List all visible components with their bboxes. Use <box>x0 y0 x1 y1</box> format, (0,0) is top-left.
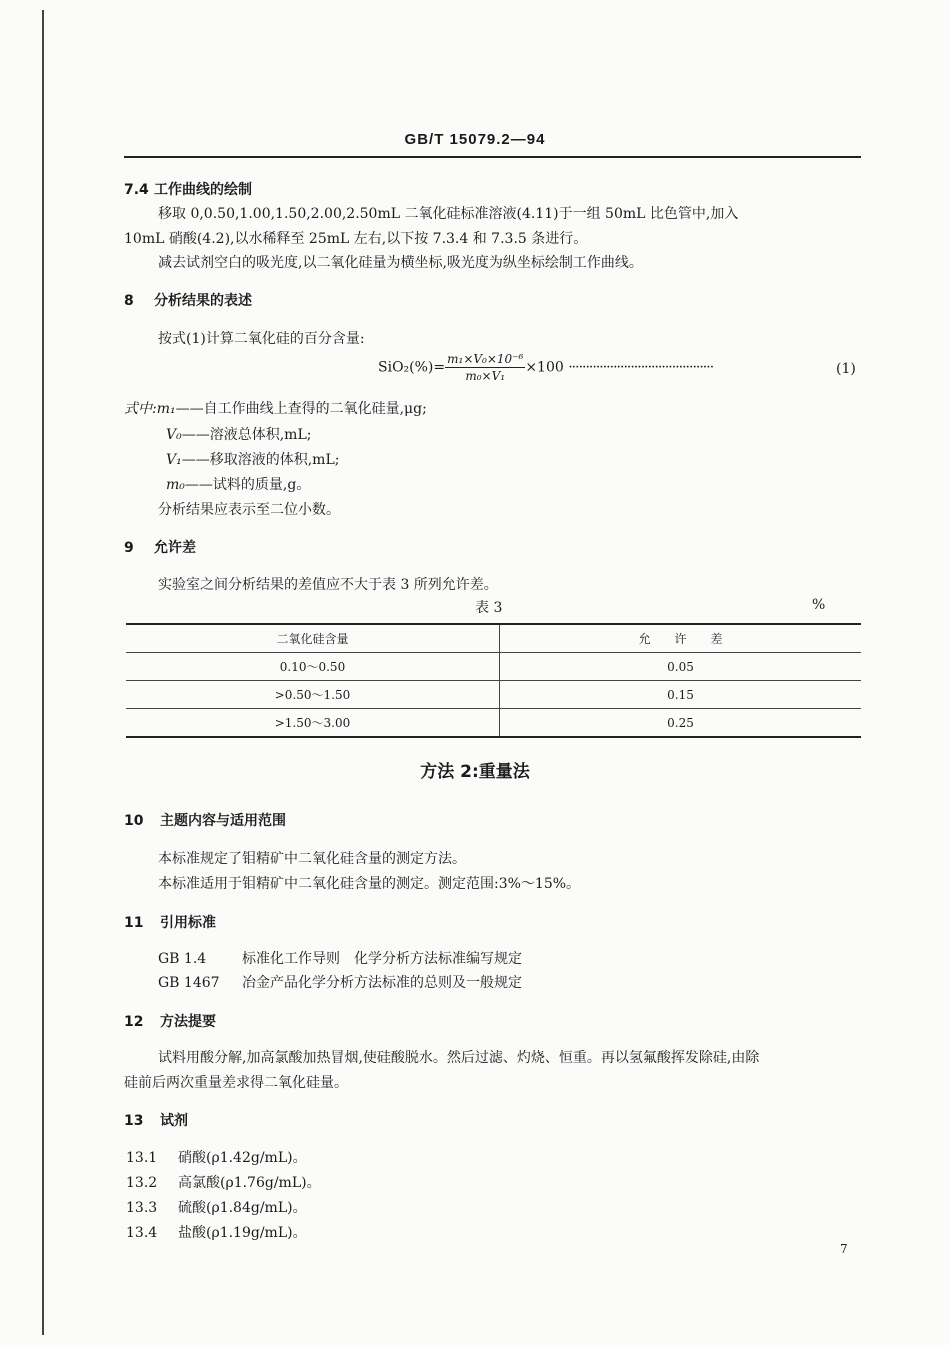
table-cell: 0.10～0.50 <box>126 653 500 681</box>
reagent-number: 13.3 <box>126 1200 158 1216</box>
section-title: 方法提要 <box>160 1014 216 1030</box>
paragraph: 本标准适用于钼精矿中二氧化硅含量的测定。测定范围:3%～15%。 <box>158 876 581 892</box>
table-title: 表 3 <box>475 600 503 616</box>
section-number: 9 <box>124 540 134 556</box>
section-12-heading <box>124 1011 216 1031</box>
where-item <box>166 424 311 444</box>
formula-rhs: ×100 <box>525 359 564 376</box>
table-cell: 0.05 <box>500 653 862 681</box>
where-symbol: 式中:m₁—— <box>124 401 204 417</box>
reagent-number: 13.2 <box>126 1175 158 1191</box>
table-cell: >1.50～3.00 <box>126 709 500 738</box>
reagent-number: 13.1 <box>126 1150 158 1166</box>
table-header-cell: 允 许 差 <box>500 624 862 653</box>
section-title: 允许差 <box>154 540 196 556</box>
section-7-4-heading <box>124 179 252 199</box>
section-title: 试剂 <box>160 1113 188 1129</box>
where-symbol: V₁—— <box>166 452 210 468</box>
formula-lhs: SiO₂(%)= <box>378 359 446 376</box>
reagent-text: 盐酸(ρ1.19g/mL)。 <box>178 1225 307 1241</box>
section-10-heading <box>124 810 286 830</box>
formula-denominator: m₀×V₁ <box>465 369 506 383</box>
section-13-heading <box>124 1110 188 1130</box>
section-title: 分析结果的表述 <box>154 293 252 309</box>
where-text: 试料的质量,g。 <box>212 477 311 493</box>
table-row <box>126 681 861 709</box>
reference-code: GB 1.4 <box>158 951 207 967</box>
reagent-text: 硫酸(ρ1.84g/mL)。 <box>178 1200 307 1216</box>
header-rule <box>124 156 861 158</box>
table-cell: 0.25 <box>500 709 862 738</box>
page-number: 7 <box>840 1242 848 1256</box>
method-2-title: 方法 2:重量法 <box>420 762 530 782</box>
paragraph: 减去试剂空白的吸光度,以二氧化硅量为横坐标,吸光度为纵坐标绘制工作曲线。 <box>158 255 643 271</box>
section-number: 8 <box>124 293 134 309</box>
paragraph: 硅前后两次重量差求得二氧化硅量。 <box>124 1075 348 1091</box>
where-item <box>124 398 427 418</box>
section-number: 11 <box>124 915 144 931</box>
section-title: 工作曲线的绘制 <box>154 182 252 198</box>
formula-fraction <box>445 352 525 383</box>
section-9-heading <box>124 537 196 557</box>
reagent-item <box>126 1147 307 1167</box>
table-header-cell: 二氧化硅含量 <box>126 624 500 653</box>
where-text: 自工作曲线上查得的二氧化硅量,μg; <box>203 401 427 417</box>
standard-header: GB/T 15079.2—94 <box>404 131 546 148</box>
table-cell: >0.50～1.50 <box>126 681 500 709</box>
reagent-item <box>126 1197 307 1217</box>
section-title: 主题内容与适用范围 <box>160 813 286 829</box>
section-number: 7.4 <box>124 182 149 198</box>
formula-numerator: m₁×V₀×10⁻⁶ <box>447 352 524 366</box>
paragraph: 本标准规定了钼精矿中二氧化硅含量的测定方法。 <box>158 851 466 867</box>
section-title: 引用标准 <box>160 915 216 931</box>
table-row <box>126 653 861 681</box>
formula-1 <box>378 352 713 383</box>
reagent-text: 硝酸(ρ1.42g/mL)。 <box>178 1150 307 1166</box>
paragraph: 按式(1)计算二氧化硅的百分含量: <box>158 331 365 347</box>
where-item <box>166 474 310 494</box>
section-number: 13 <box>124 1113 144 1129</box>
formula-label: (1) <box>836 361 856 377</box>
reagent-item <box>126 1172 321 1192</box>
where-symbol: m₀—— <box>166 477 213 493</box>
paragraph: 试料用酸分解,加高氯酸加热冒烟,使硅酸脱水。然后过滤、灼烧、恒重。再以氢氟酸挥发除硅,由除 <box>158 1050 760 1066</box>
reference-title: 标准化工作导则 化学分析方法标准编写规定 <box>242 951 522 967</box>
paragraph: 移取 0,0.50,1.00,1.50,2.00,2.50mL 二氧化硅标准溶液(4.11)于一组 50mL 比色管中,加入 <box>158 206 739 222</box>
table-cell: 0.15 <box>500 681 862 709</box>
reagent-item <box>126 1222 307 1242</box>
paragraph: 分析结果应表示至二位小数。 <box>158 502 340 518</box>
section-number: 10 <box>124 813 144 829</box>
table-row <box>126 709 861 738</box>
page-left-border <box>42 10 44 1335</box>
where-text: 溶液总体积,mL; <box>209 427 312 443</box>
reference-title: 冶金产品化学分析方法标准的总则及一般规定 <box>242 975 522 991</box>
where-item <box>166 449 339 469</box>
paragraph: 实验室之间分析结果的差值应不大于表 3 所列允许差。 <box>158 577 498 593</box>
paragraph: 10mL 硝酸(4.2),以水稀释至 25mL 左右,以下按 7.3.4 和 7.3.5 条进行。 <box>124 231 588 247</box>
formula-leader-dots: ·········································· <box>568 359 714 376</box>
section-11-heading <box>124 912 216 932</box>
where-text: 移取溶液的体积,mL; <box>209 452 340 468</box>
reference-item <box>158 948 522 968</box>
table-header-row <box>126 624 861 653</box>
reagent-number: 13.4 <box>126 1225 158 1241</box>
section-number: 12 <box>124 1014 144 1030</box>
where-symbol: V₀—— <box>166 427 210 443</box>
tolerance-table <box>126 623 861 738</box>
reference-code: GB 1467 <box>158 975 220 991</box>
table-unit: % <box>812 597 826 613</box>
reagent-text: 高氯酸(ρ1.76g/mL)。 <box>178 1175 321 1191</box>
section-8-heading <box>124 290 252 310</box>
reference-item <box>158 972 522 992</box>
